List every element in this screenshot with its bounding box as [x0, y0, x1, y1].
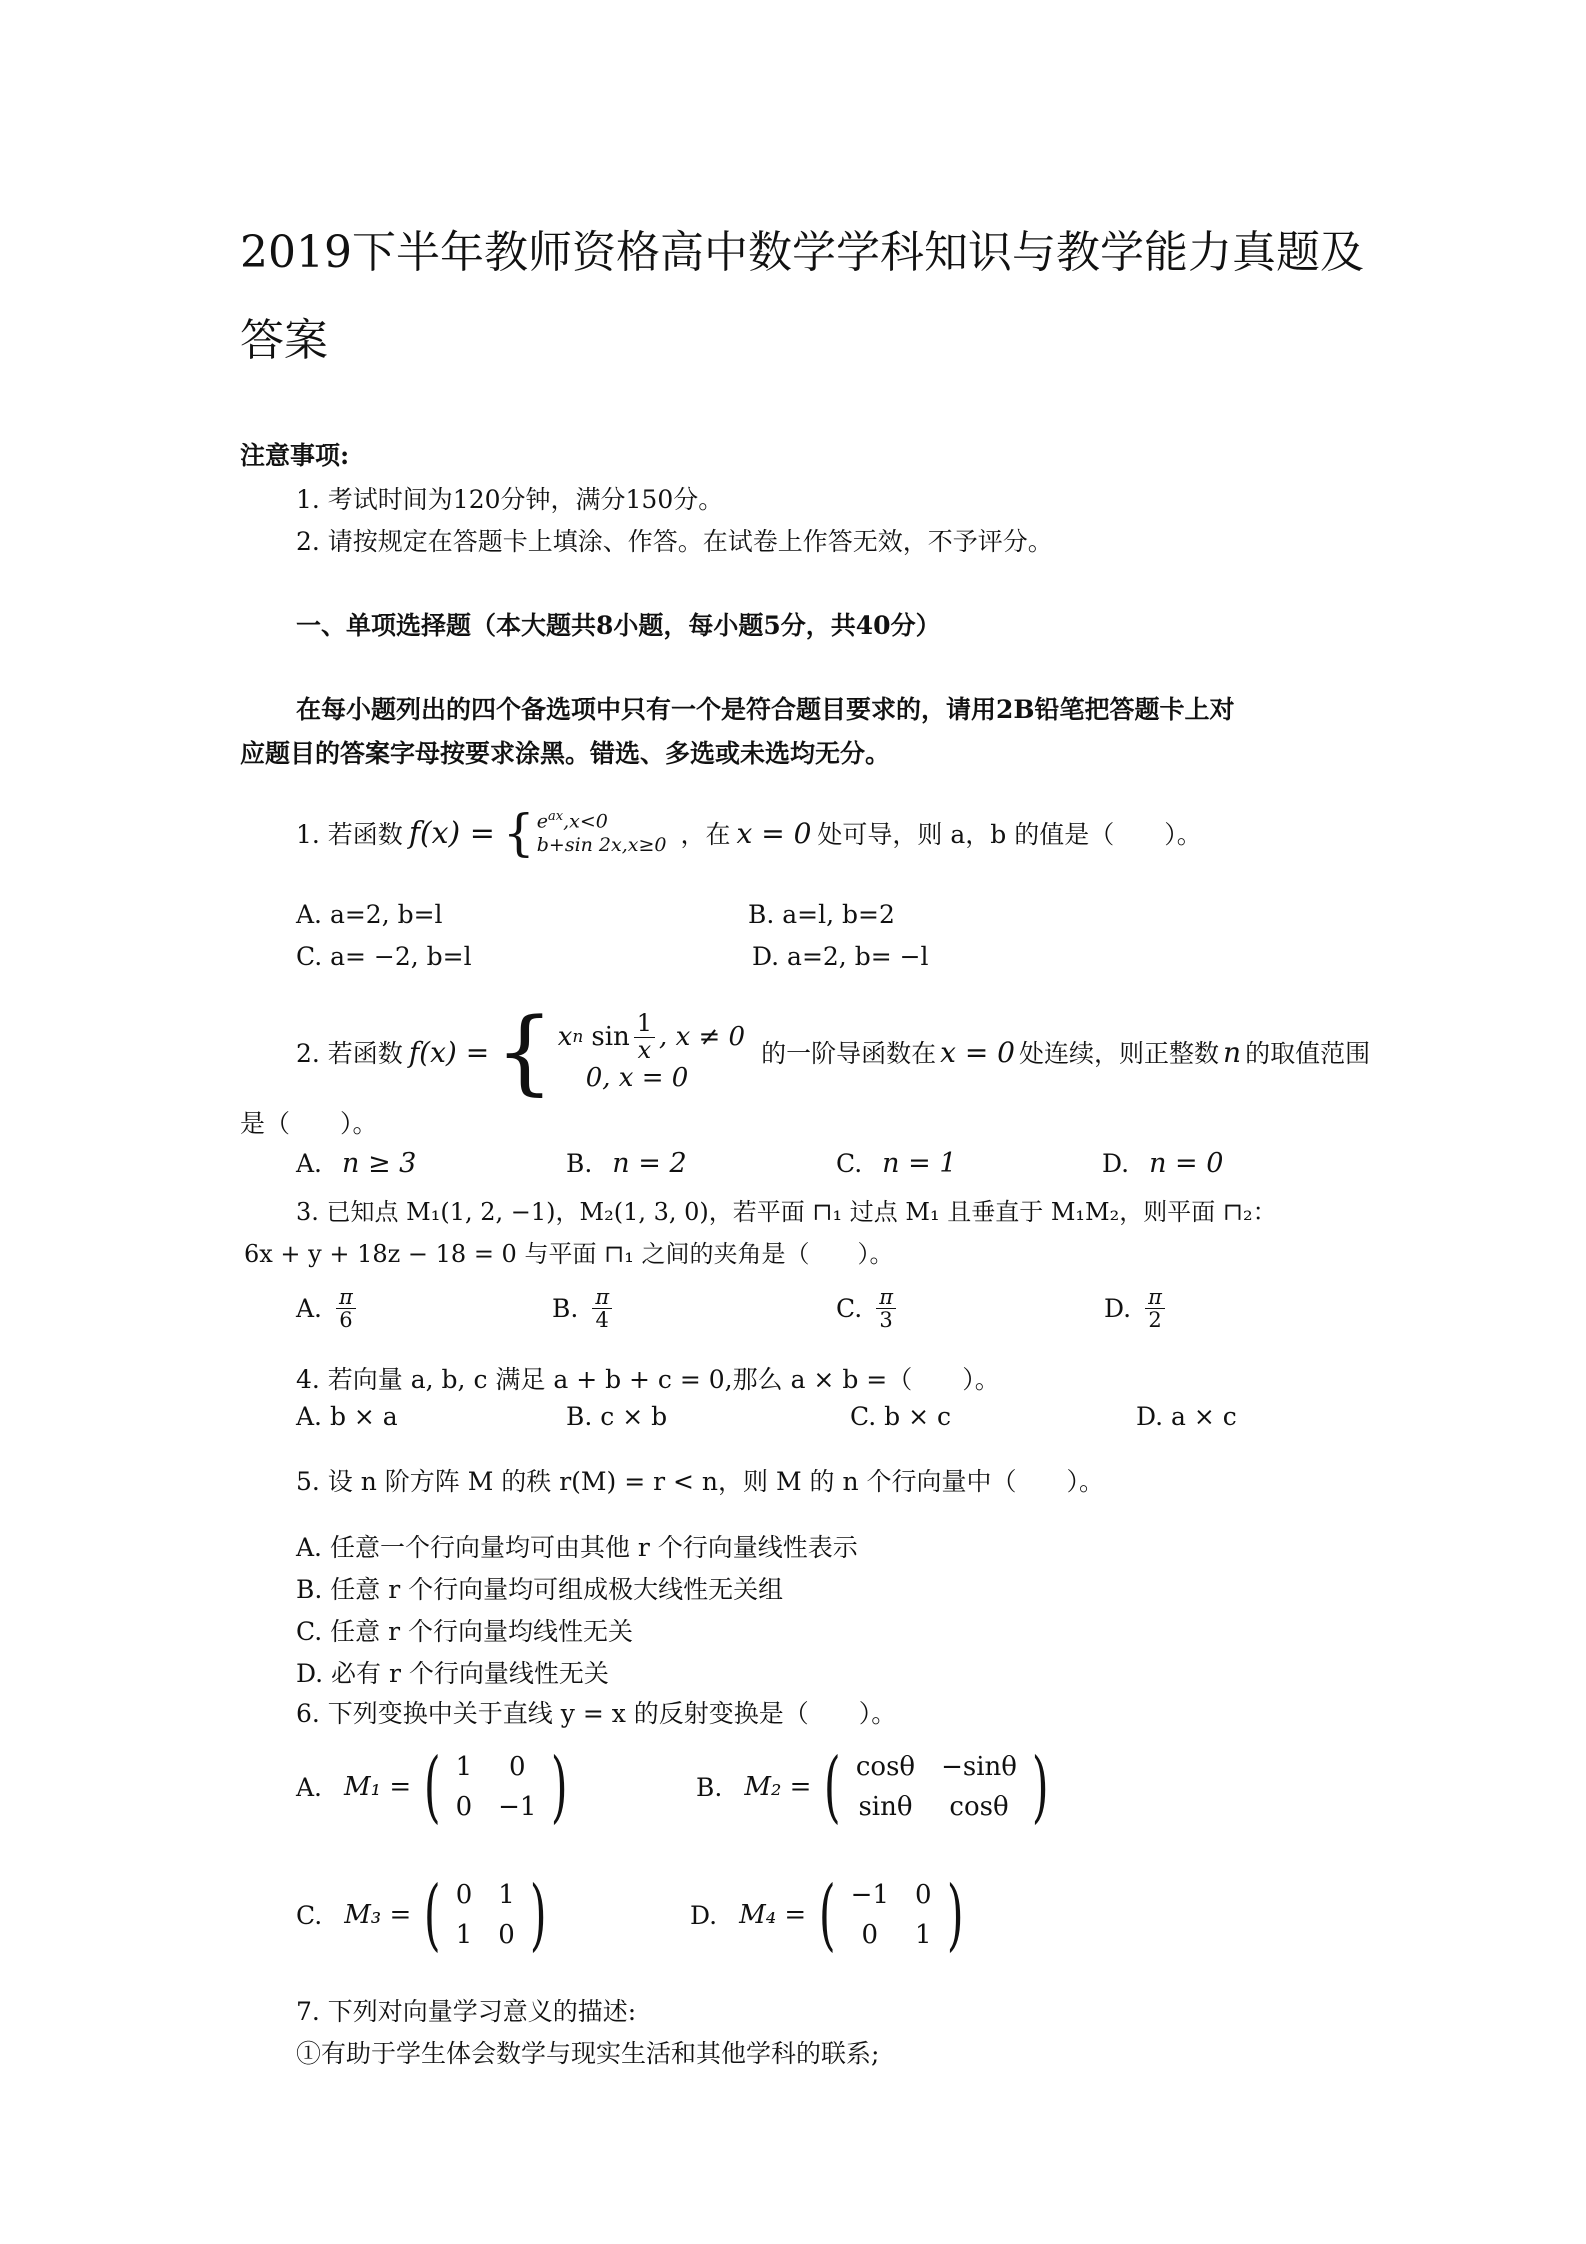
q2-suffix-c: 的取值范围 [1245, 1039, 1371, 1068]
q2-cases: x n sin $\frac{1}{x}$ , x ≠ 0 0, x = 0 [557, 1009, 746, 1093]
section-instruction-line1: 在每小题列出的四个备选项中只有一个是符合题目要求的，请用2B铅笔把答题卡上对 [296, 695, 1235, 724]
q1-condition: x = 0 [736, 816, 812, 850]
q4-option-a: A. b × a [296, 1402, 398, 1431]
q3-option-b: B. $\frac{\pi}{4}$ [552, 1286, 616, 1331]
notice-heading: 注意事项: [240, 441, 350, 470]
q2-variable: n [1223, 1035, 1242, 1069]
q6-line: 6. 下列变换中关于直线 y = x 的反射变换是（ ）。 [296, 1699, 897, 1728]
q1-option-d: D. a=2, b= −l [752, 942, 929, 971]
q1-prefix: 1. 若函数 [296, 820, 403, 849]
q7-item-1: ①有助于学生体会数学与现实生活和其他学科的联系; [296, 2039, 880, 2068]
question-1 [296, 804, 1202, 862]
q3-line1: 3. 已知点 M₁(1, 2, −1)，M₂(1, 3, 0)，若平面 ⊓₁ 过点 M₁ 且垂直于 M₁M₂，则平面 ⊓₂： [296, 1198, 1277, 1226]
q6-option-c: C. M₃ = ( 0 1 1 0 ) [296, 1876, 553, 1954]
document-title-line1: 2019下半年教师资格高中数学学科知识与教学能力真题及 [240, 227, 1364, 278]
q3-option-a: A. $\frac{\pi}{6}$ [296, 1286, 360, 1331]
question-2 [296, 998, 1371, 1105]
section-instruction-line2: 应题目的答案字母按要求涂黑。错选、多选或未选均无分。 [240, 739, 891, 768]
q5-option-d: D. 必有 r 个行向量线性无关 [296, 1659, 609, 1688]
q2-option-d: D. n = 0 [1102, 1148, 1224, 1179]
matrix-m2: ( cosθ −sinθ sinθ cosθ ) [824, 1742, 1049, 1832]
q1-option-b: B. a=l, b=2 [748, 900, 895, 929]
q2-brace: { [495, 998, 554, 1105]
notice-item-2: 2. 请按规定在答题卡上填涂、作答。在试卷上作答无效，不予评分。 [296, 527, 1053, 556]
q6-option-d: D. M₄ = ( −1 0 0 1 ) [690, 1876, 970, 1954]
q1-suffix: 处可导，则 a，b 的值是（ ）。 [817, 820, 1202, 849]
document-title-line2: 答案 [240, 315, 328, 366]
q2-function: f(x) = [408, 1035, 490, 1069]
matrix-m4: ( −1 0 0 1 ) [819, 1870, 964, 1960]
q4-option-d: D. a × c [1136, 1402, 1237, 1431]
notice-item-1: 1. 考试时间为120分钟，满分150分。 [296, 485, 724, 514]
q5-option-c: C. 任意 r 个行向量均线性无关 [296, 1617, 633, 1646]
q5-option-b: B. 任意 r 个行向量均可组成极大线性无关组 [296, 1575, 784, 1604]
q3-line2: 6x + y + 18z − 18 = 0 与平面 ⊓₁ 之间的夹角是（ ）。 [244, 1240, 894, 1268]
q7-line: 7. 下列对向量学习意义的描述: [296, 1997, 637, 2026]
q3-option-c: C. $\frac{\pi}{3}$ [836, 1286, 900, 1331]
q2-condition: x = 0 [940, 1035, 1015, 1069]
q3-option-d: D. $\frac{\pi}{2}$ [1104, 1286, 1169, 1331]
matrix-m3: ( 0 1 1 0 ) [424, 1870, 547, 1960]
q1-option-c: C. a= −2, b=l [296, 942, 472, 971]
q4-option-b: B. c × b [566, 1402, 668, 1431]
q4-option-c: C. b × c [850, 1402, 951, 1431]
q2-prefix: 2. 若函数 [296, 1039, 403, 1068]
matrix-m1: ( 1 0 0 −1 ) [423, 1742, 569, 1832]
q6-option-a: A. M₁ = ( 1 0 0 −1 ) [296, 1748, 575, 1826]
q2-option-a: A. n ≥ 3 [296, 1148, 417, 1179]
q5-line: 5. 设 n 阶方阵 M 的秩 r(M) = r < n，则 M 的 n 个行向量中（ ）。 [296, 1467, 1105, 1496]
q1-brace: { [502, 804, 535, 862]
q1-cases: $e^{ax},x<0$ b+sin 2x,x≥0 [536, 808, 667, 856]
q1-function: f(x) = [408, 815, 495, 851]
q2-line2: 是（ ）。 [240, 1109, 378, 1138]
q1-mid: ，在 [680, 820, 731, 849]
q4-line: 4. 若向量 a, b, c 满足 a + b + c = 0,那么 a × b =（ ）。 [296, 1365, 1000, 1394]
q2-suffix-b: 处连续，则正整数 [1019, 1039, 1220, 1068]
q2-option-b: B. n = 2 [566, 1148, 687, 1179]
q2-option-c: C. n = 1 [836, 1148, 957, 1179]
q1-option-a: A. a=2, b=l [296, 900, 443, 929]
q6-option-b: B. M₂ = ( cosθ −sinθ sinθ cosθ ) [696, 1748, 1055, 1826]
section-heading: 一、单项选择题（本大题共8小题，每小题5分，共40分） [296, 611, 941, 640]
q5-option-a: A. 任意一个行向量均可由其他 r 个行向量线性表示 [296, 1533, 858, 1562]
q2-suffix-a: 的一阶导函数在 [761, 1039, 937, 1068]
